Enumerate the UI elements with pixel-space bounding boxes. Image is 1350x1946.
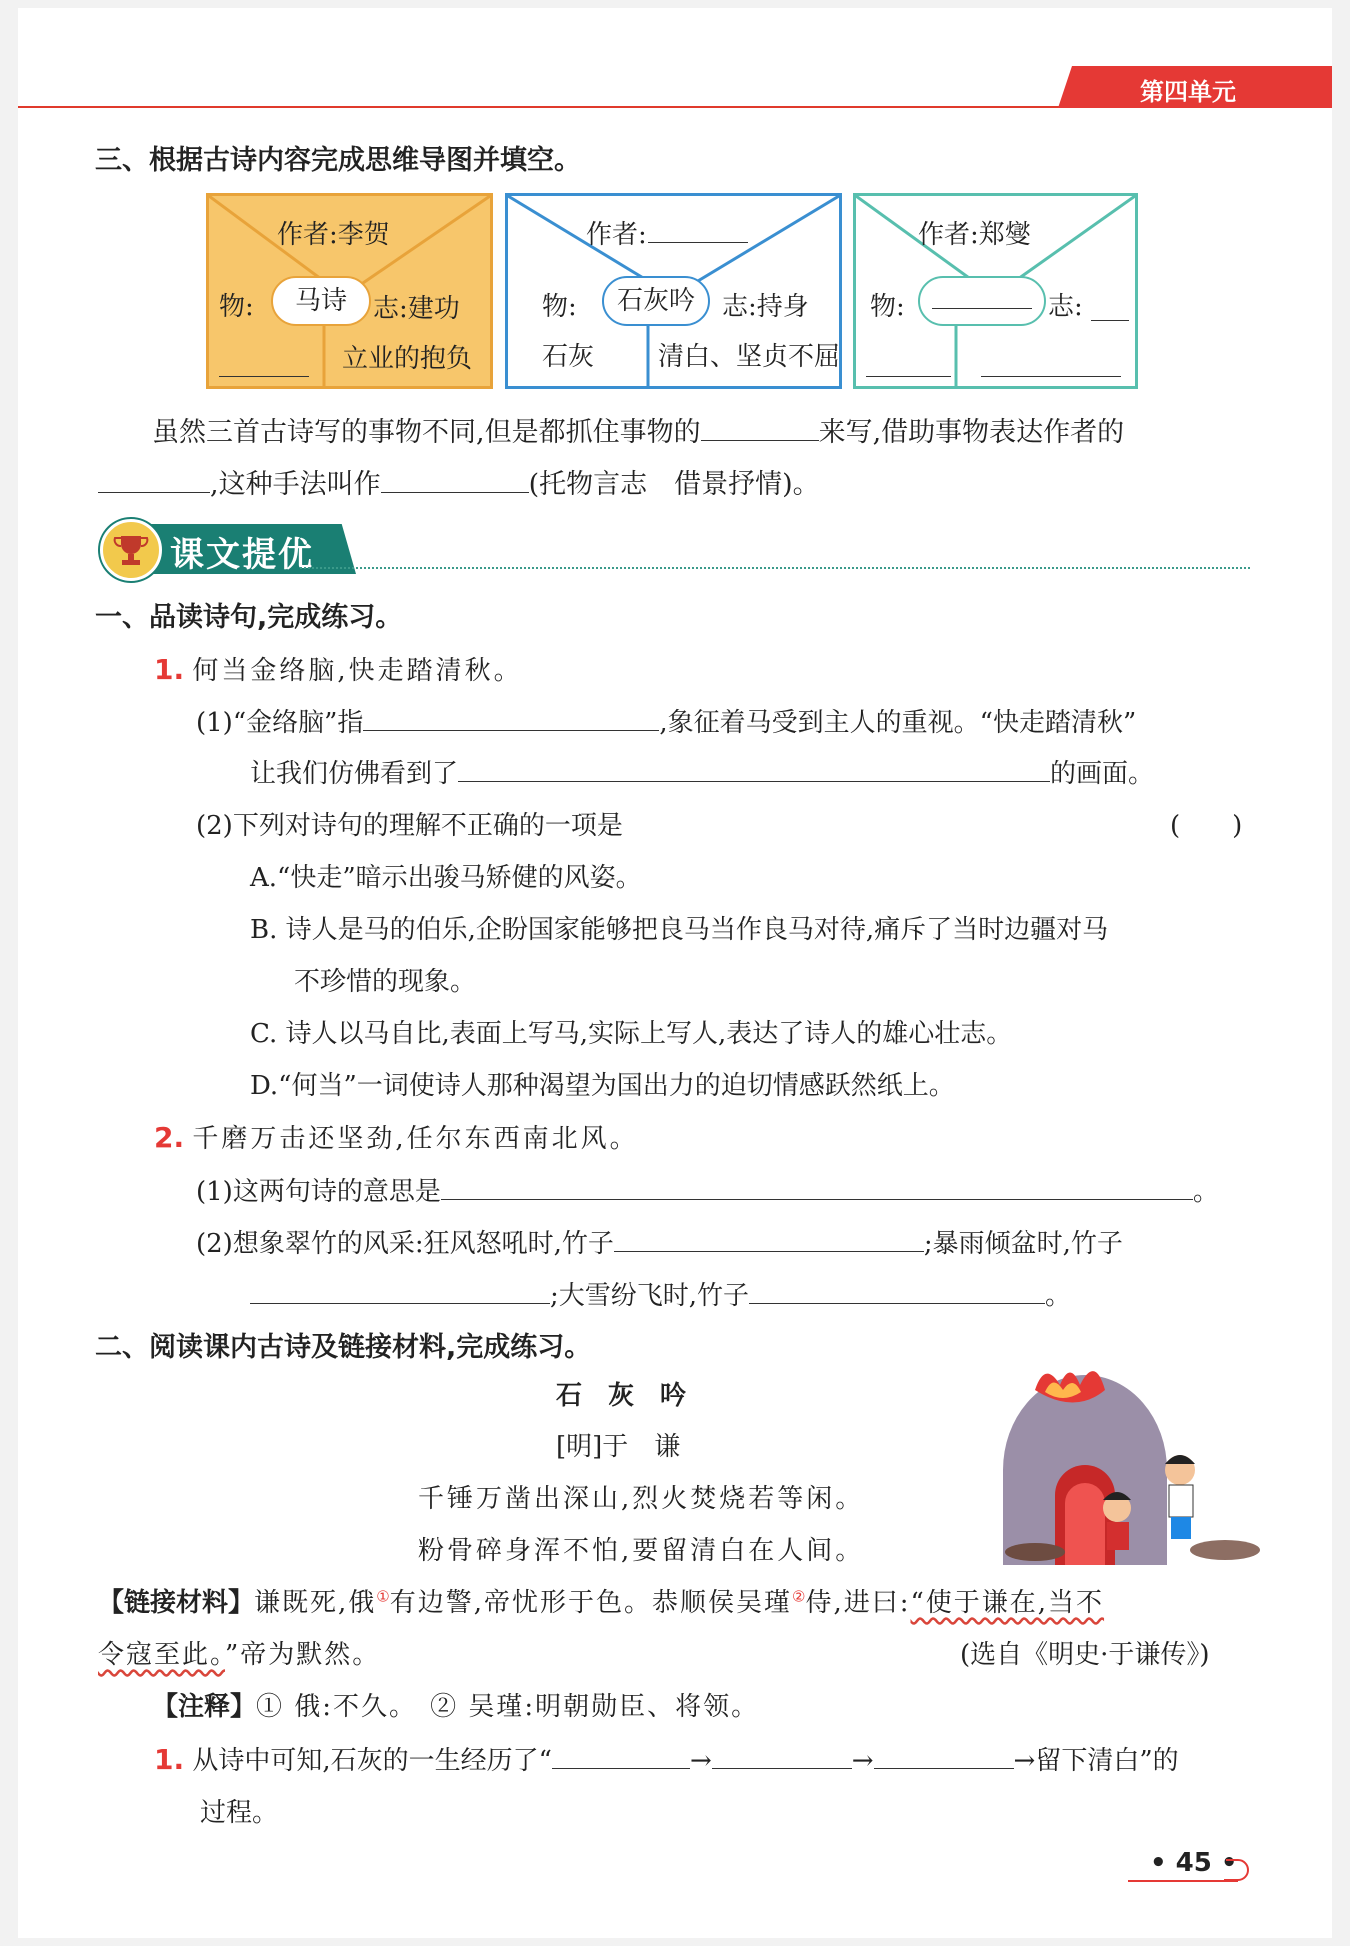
q-text: →留下清白”的	[1013, 1746, 1179, 1776]
source-citation: (选自《明史·于谦传》)	[960, 1640, 1210, 1670]
lime-kiln-illustration	[995, 1360, 1265, 1565]
env2-zhi: 志:持身	[722, 292, 809, 322]
q-text: ,象征着马受到主人的重视。“快走踏清秋”	[659, 708, 1137, 738]
blank-field[interactable]	[363, 702, 659, 731]
part1-heading: 一、品读诗句,完成练习。	[95, 602, 403, 633]
page-number: • 45 •	[1150, 1848, 1238, 1878]
blank-field[interactable]	[458, 753, 1050, 782]
section3-heading: 三、根据古诗内容完成思维导图并填空。	[95, 145, 581, 176]
link-text: ”帝为默然。	[225, 1640, 381, 1670]
footnote-mark: ②	[792, 1587, 806, 1606]
env2-author: 作者:	[586, 220, 647, 250]
blank-field[interactable]	[98, 464, 210, 493]
link-label: 【链接材料】	[98, 1588, 255, 1618]
q-text: 的画面。	[1050, 759, 1155, 789]
poem-line-2: 粉骨碎身浑不怕,要留清白在人间。	[418, 1536, 865, 1566]
page-curl-icon	[1222, 1856, 1252, 1884]
poem-line-1: 千锤万凿出深山,烈火焚烧若等闲。	[418, 1484, 865, 1514]
env3-wu-label: 物:	[870, 292, 905, 322]
env1-right-bottom: 立业的抱负	[342, 344, 473, 374]
option-b-line1: B. 诗人是马的伯乐,企盼国家能够把良马当作良马对待,痛斥了当时边疆对马	[250, 915, 1109, 945]
notes-line	[152, 1686, 759, 1723]
link-quote-underlined: 令寇至此。	[98, 1640, 226, 1670]
poem-title: 石 灰 吟	[556, 1381, 687, 1411]
env1-wu-label: 物:	[219, 292, 254, 322]
arrow-icon: →	[689, 1746, 712, 1776]
question-1	[154, 650, 523, 687]
env1-blank[interactable]	[219, 376, 309, 377]
part2-heading: 二、阅读课内古诗及链接材料,完成练习。	[95, 1332, 592, 1363]
blank-field[interactable]	[552, 1740, 690, 1769]
env3-author: 作者:郑燮	[918, 220, 1031, 250]
link-text: 侍,进曰:	[805, 1588, 911, 1618]
q-text: (2)想象翠竹的风采:狂风怒吼时,竹子	[196, 1229, 614, 1259]
env3-zhi-blank[interactable]	[1091, 320, 1129, 321]
env2-right-bottom: 清白、坚贞不屈	[658, 342, 841, 372]
env2-center-oval: 石灰吟	[602, 276, 710, 326]
env1-author: 作者:李贺	[277, 220, 390, 250]
blank-field[interactable]	[250, 1275, 550, 1304]
q2-2-line2	[250, 1275, 1071, 1312]
option-a: A.“快走”暗示出骏马矫健的风姿。	[250, 863, 642, 893]
q-text: 。	[1192, 1177, 1219, 1207]
blank-field[interactable]	[874, 1740, 1014, 1769]
footnote-mark: ①	[376, 1587, 390, 1606]
question-number: 1.	[154, 1743, 185, 1776]
para-text: 虽然三首古诗写的事物不同,但是都抓住事物的	[152, 417, 701, 448]
notes-label: 【注释】	[152, 1692, 257, 1722]
blank-field[interactable]	[614, 1223, 924, 1252]
mindmap-envelope-1	[206, 193, 493, 389]
section3-paragraph-line2	[98, 462, 820, 501]
blank-field[interactable]	[381, 464, 529, 493]
option-d: D.“何当”一词使诗人那种渴望为国出力的迫切情感跃然纸上。	[250, 1071, 955, 1101]
question-2	[154, 1118, 639, 1155]
env1-zhi: 志:建功	[373, 294, 460, 324]
env3-center-oval	[918, 276, 1046, 326]
link-material-line2	[98, 1634, 380, 1671]
blank-field[interactable]	[712, 1740, 852, 1769]
link-material-line1	[98, 1582, 1104, 1619]
env3-center-blank[interactable]	[932, 308, 1032, 309]
question-text: 何当金络脑,快走踏清秋。	[192, 656, 523, 686]
link-text: 有边警,帝忧形于色。恭顺侯吴瑾	[389, 1588, 792, 1618]
q-text: 。	[1045, 1281, 1072, 1311]
para-text: 来写,借助事物表达作者的	[818, 417, 1125, 448]
q1-2-prompt: (2)下列对诗句的理解不正确的一项是	[196, 811, 623, 841]
blank-field[interactable]	[749, 1275, 1045, 1304]
env2-left-bottom: 石灰	[542, 342, 595, 372]
section3-paragraph-line1	[152, 410, 1124, 449]
env1-center-oval: 马诗	[271, 276, 371, 326]
env3-blank-left[interactable]	[866, 376, 951, 377]
mindmap-envelope-2	[505, 193, 842, 389]
poem-author: [明]于 谦	[556, 1432, 681, 1462]
option-b-line2: 不珍惜的现象。	[294, 967, 477, 997]
link-text: 谦既死,俄	[254, 1588, 377, 1618]
q-text: (1)“金络脑”指	[196, 708, 364, 738]
q-text: (1)这两句诗的意思是	[196, 1177, 441, 1207]
q-text: ;暴雨倾盆时,竹子	[923, 1229, 1123, 1259]
part2-question-1-line2: 过程。	[200, 1798, 279, 1828]
question-text: 千磨万击还坚劲,任尔东西南北风。	[192, 1124, 639, 1154]
unit-tab-label: 第四单元	[1140, 78, 1236, 106]
mindmap-envelope-3	[853, 193, 1138, 389]
q-text: ;大雪纷飞时,竹子	[550, 1281, 750, 1311]
part2-question-1	[154, 1740, 1179, 1777]
link-quote-underlined: “使于谦在,当不	[910, 1588, 1105, 1618]
q2-2-line1	[196, 1223, 1123, 1260]
env2-author-blank[interactable]	[648, 242, 748, 243]
q1-1-line2	[250, 753, 1154, 790]
banner-dotted-rule	[300, 567, 1250, 569]
note-text: ② 吴瑾:明朝勋臣、将领。	[430, 1692, 760, 1722]
section-banner-label: 课文提优	[170, 535, 314, 575]
env3-blank-right[interactable]	[981, 376, 1121, 377]
q2-1-line	[196, 1171, 1219, 1208]
q-text: 从诗中可知,石灰的一生经历了“	[192, 1746, 552, 1776]
q-text: 让我们仿佛看到了	[250, 759, 459, 789]
q1-1-line1	[196, 702, 1136, 739]
env2-wu-label: 物:	[542, 292, 577, 322]
env3-zhi: 志:	[1048, 292, 1083, 322]
answer-paren[interactable]: ( )	[1170, 811, 1243, 841]
para-text: (托物言志 借景抒情)。	[528, 469, 820, 500]
blank-field[interactable]	[441, 1171, 1193, 1200]
para-text: ,这种手法叫作	[210, 469, 381, 500]
trophy-icon	[100, 519, 162, 581]
blank-field[interactable]	[701, 412, 819, 441]
arrow-icon: →	[851, 1746, 874, 1776]
option-c: C. 诗人以马自比,表面上写马,实际上写人,表达了诗人的雄心壮志。	[250, 1019, 1013, 1049]
question-number: 2.	[154, 1121, 185, 1154]
note-text: ① 俄:不久。	[256, 1692, 405, 1722]
question-number: 1.	[154, 653, 185, 686]
